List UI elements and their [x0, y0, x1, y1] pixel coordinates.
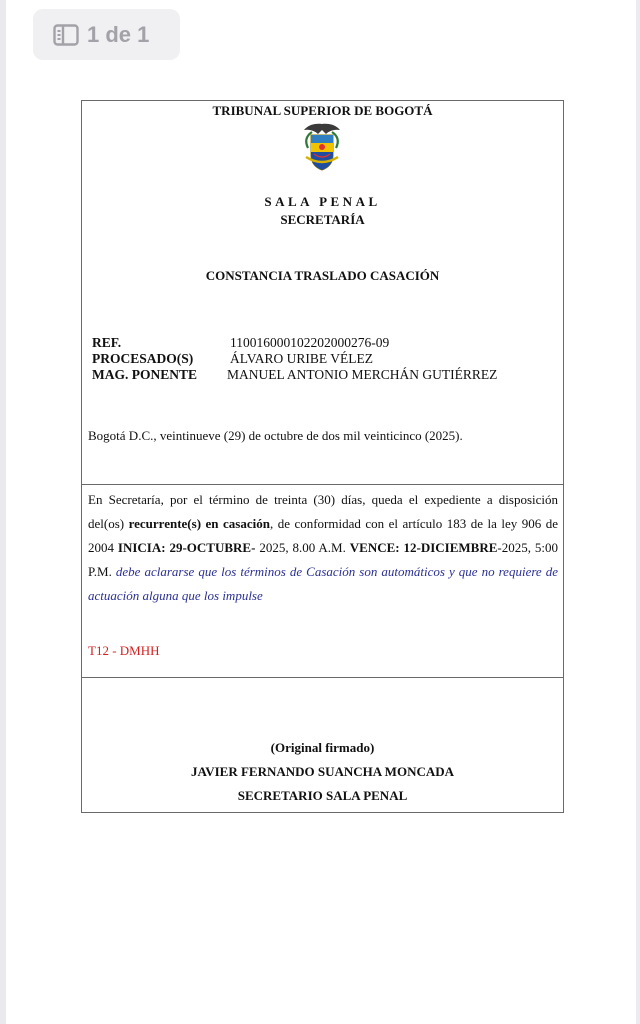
ponente-label: MAG. PONENTE [92, 367, 198, 382]
reference-block [92, 335, 497, 383]
secretaria-title: SECRETARÍA [280, 212, 365, 227]
tribunal-title: TRIBUNAL SUPERIOR DE BOGOTÁ [212, 103, 433, 118]
body-text: En Secretaría, por el término de treinta (30) días, queda el expediente a disposición del(os) [88, 492, 558, 531]
inicia-date: INICIA: 29-OCTUBRE- [117, 540, 256, 555]
body-text: 2025, 8.00 A.M. [255, 540, 350, 555]
date-line: Bogotá D.C., veintinueve (29) de octubre de dos mil veinticinco (2025). [88, 428, 463, 443]
procesado-row [92, 351, 497, 367]
original-signed: (Original firmado) [270, 740, 375, 755]
coat-of-arms-icon [300, 121, 344, 173]
viewer-right-edge [636, 0, 640, 1024]
body-text: , de conformidad con el artículo 183 de la ley 906 de 2004 [88, 516, 558, 555]
procesado-label: PROCESADO(S) [92, 351, 194, 366]
ponente-row [92, 367, 497, 383]
body-section [82, 484, 563, 678]
signer-title: SECRETARIO SALA PENAL [237, 788, 408, 803]
viewer-left-edge [0, 0, 6, 1024]
annotation-note: debe aclararse que los términos de Casación son automáticos y que no requiere de actuación alguna que los impulse [88, 564, 558, 603]
signer-name: JAVIER FERNANDO SUANCHA MONCADA [190, 764, 455, 779]
document-page [81, 100, 564, 813]
procesado-value: ÁLVARO URIBE VÉLEZ [230, 351, 374, 366]
sidebar-icon[interactable] [53, 24, 79, 46]
body-paragraph [88, 488, 558, 608]
constancia-title: CONSTANCIA TRASLADO CASACIÓN [205, 268, 440, 283]
body-text: -2025, 5:00 P.M. [88, 540, 559, 579]
header-section [82, 101, 563, 484]
vence-date: VENCE: 12-DICIEMBRE [349, 540, 498, 555]
ref-label: REF. [92, 335, 122, 350]
signature-section [82, 677, 563, 814]
office-code: T12 - DMHH [88, 643, 160, 658]
body-bold: recurrente(s) en casación [128, 516, 270, 531]
page-indicator-label: 1 de 1 [87, 21, 150, 47]
page-indicator[interactable] [33, 9, 180, 60]
sala-title: SALA PENAL [264, 194, 381, 209]
ref-row [92, 335, 497, 351]
ref-number: 11001600010220200027​6-09 [230, 335, 390, 350]
ponente-value: MANUEL ANTONIO MERCHÁN GUTIÉRREZ [227, 367, 498, 382]
